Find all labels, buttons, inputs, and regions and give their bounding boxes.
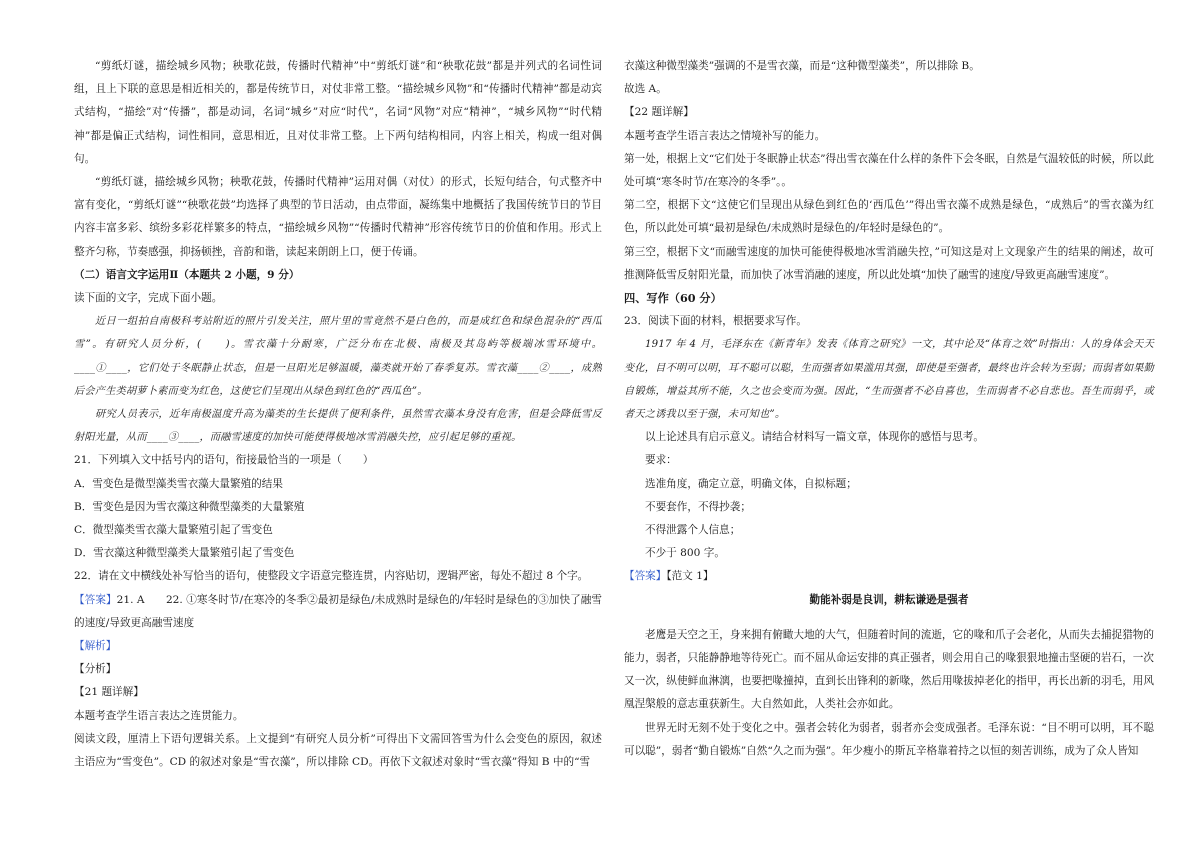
requirement-4: 不少于 800 字。 — [645, 547, 725, 560]
left-column — [74, 55, 602, 774]
question-23: 23．阅读下面的材料，根据要求写作。 — [624, 315, 807, 328]
detail-22-blank-2: 第二空，根据下文“这使它们呈现出从绿色到红色的‘西瓜色’”得出雪衣藻不成熟是绿色，“成熟后”的雪衣藻为红色，所以此处可填“最初是绿色/未成熟时是绿色的/年轻时是绿色的”。 — [624, 199, 1154, 235]
essay-paragraph-1: 老鹰是天空之王，身来拥有俯瞰大地的大气，但随着时间的流逝，它的喙和爪子会老化，从而失去捕捉猎物的能力，弱者，只能静静地等待死亡。而不屈从命运安排的真正强者，则会用自己的喙狠狠地撞击坚硬的岩石，一次又一次，纵使鲜血淋漓，也要把喙撞掉，直到长出锋利的新喙，然后用喙拔掉老化的指甲，再长出新的羽毛，用风凰涅槃般的意志重获新生。大自然如此，人类社会亦如此。 — [624, 628, 1154, 711]
detail-21-line-2: 阅读文段，厘清上下语句逻辑关系。上文提到“有研究人员分析”可得出下文需回答雪为什么会变色的原因，叙述主语应为“雪变色”。CD 的叙述对象是“雪衣藻”，所以排除 CD。再依下文叙述对象时“雪衣藻”得知 B 中的“雪 — [74, 732, 602, 769]
reading-instruction: 读下面的文字，完成下面小题。 — [74, 292, 223, 305]
option-a: A．雪变色是微型藻类雪衣藻大量繁殖的结果 — [74, 477, 283, 490]
requirements-label: 要求： — [645, 454, 677, 467]
option-d: D．雪衣藻这种微型藻类大量繁殖引起了雪变色 — [74, 547, 295, 560]
requirement-1: 选准角度，确定立意，明确文体，自拟标题； — [645, 477, 857, 490]
passage-paragraph-1: 近日一组拍自南极科考站附近的照片引发关注，照片里的雪竟然不是白色的，而是成红色和绿色混杂的“西瓜雪”。有研究人员分析，( )。雪衣藻十分耐寒，广泛分布在北极、南极及其岛屿等极端冰雪环境中。____①____，它们处于冬眠静止状态，但是一旦阳光足够温暖，藻类就开始了春季复苏。雪衣藻____②____，成熟后会产生类胡萝卜素而变为红色，这使它们呈现出从绿色到红色的“西瓜色”。 — [74, 316, 602, 397]
spacer — [624, 612, 1154, 624]
section-heading-2: （二）语言文字运用Ⅱ（本题共 2 小题，9 分） — [74, 268, 300, 281]
passage-paragraph-2: 研究人员表示，近年南极温度升高为藻类的生长提供了便利条件，虽然雪衣藻本身没有危害，但是会降低雪反射阳光量，从而____③____，而融雪速度的加快可能使得极地冰雪消融失控，应引起足够的重视。 — [74, 409, 602, 444]
answer-tag-2: 【答案】 — [624, 570, 667, 583]
requirement-2: 不要套作，不得抄袭； — [645, 500, 751, 513]
section-heading-4: 四、写作（60 分） — [624, 291, 722, 306]
option-b: B．雪变色是因为雪衣藻这种微型藻类的大量繁殖 — [74, 500, 305, 513]
detail-22-blank-3: 第三空，根据下文“而融雪速度的加快可能使得极地冰雪消融失控，”可知这是对上文现象产生的结果的阐述，故可推测降低雪反射阳光量，而加快了冰雪消融的速度，所以此处填“加快了融雪的速度/导致更高融雪速度”。 — [624, 245, 1154, 281]
detail-22-blank-1: 第一处，根据上文“它们处于冬眠静止状态”得出雪衣藻在什么样的条件下会冬眠，自然是气温较低的时候，所以此处可填“寒冬时节/在寒冷的冬季”。。 — [624, 152, 1154, 189]
writing-material: 1917 年 4 月，毛泽东在《新青年》发表《体育之研究》一文，其中论及“体育之效”时指出：人的身体会天天变化，目不明可以明，耳不聪可以聪，生而强者如果滥用其强，即使是至强者，最终也许会转为至弱；而弱者如果勤自锻炼，增益其所不能，久之也会变而为强。因此，“生而强者不必自喜也，生而弱者不必自悲也。吾生而弱乎，或者天之诱我以至于强，未可知也”。 — [624, 339, 1154, 421]
answer-block — [74, 589, 602, 635]
answer-text: 21. A 22. ①寒冬时节/在寒冷的冬季②最初是绿色/未成熟时是绿色的/年轻时是绿色的③加快了融雪的速度/导致更高融雪速度 — [74, 593, 603, 629]
detail-21-line-1: 本题考查学生语言表达之连贯能力。 — [74, 709, 244, 722]
writing-prompt: 以上论述具有启示意义。请结合材料写一篇文章，体现你的感悟与思考。 — [645, 431, 984, 444]
answer-tag: 【答案】 — [74, 593, 117, 606]
analysis-tag: 【分析】 — [74, 663, 117, 676]
answer-choice: 故选 A。 — [624, 83, 667, 96]
question-22: 22．请在文中横线处补写恰当的语句，使整段文字语意完整连贯，内容贴切，逻辑严密，每处不超过 8 个字。 — [74, 570, 589, 583]
requirement-3: 不得泄露个人信息； — [645, 524, 741, 537]
answer-sample-label — [624, 565, 1154, 588]
essay-title: 勤能补弱是良训，耕耘谦逊是强者 — [809, 593, 969, 606]
detail-21-line-3: 衣藻这种微型藻类”强调的不是雪衣藻，而是“这种微型藻类”，所以排除 B。 — [624, 60, 980, 72]
analysis-paragraph-1: “剪纸灯谜，描绘城乡风物；秧歌花鼓，传播时代精神”中“剪纸灯谜”和“秧歌花鼓”都是并列式的名词性词组，且上下联的意思是相近相关的，都是传统节日，对仗非常工整。“描绘城乡风物”和“传播时代精神”都是动宾式结构，“描绘”对“传播”，都是动词，名词“城乡”对应“时代”，名词“风物”对应“精神”，“城乡风物”“时代精神”都是偏正式结构，词性相同，意思相近，且对仗非常工整。上下两句结构相同，内容上相关，构成一组对偶句。 — [74, 60, 602, 165]
detail-21-heading: 【21 题详解】 — [74, 686, 144, 699]
analysis-paragraph-2: “剪纸灯谜，描绘城乡风物；秧歌花鼓，传播时代精神”运用对偶（对仗）的形式，长短句结合，句式整齐中富有变化，“剪纸灯谜”“秧歌花鼓”均选择了典型的节日活动，由点带面，凝练集中地概括了我国传统节日的节目内容丰富多彩、缤纷多彩花样繁多的特点，“描绘城乡风物”“传播时代精神”形容传统节日的价值和作用。形式上整齐匀称，节奏感强，抑扬顿挫，音韵和谐，读起来朗朗上口，便于传诵。 — [74, 176, 602, 258]
essay-paragraph-2: 世界无时无刻不处于变化之中。强者会转化为弱者，弱者亦会变成强者。毛泽东说：“目不明可以明，耳不聪可以聪”，弱者“勤自锻炼”自然“久之而为强”。年少瘦小的斯瓦辛格靠着持之以恒的刻苦训练，成为了众人皆知 — [624, 721, 1154, 757]
option-c: C．微型藻类雪衣藻大量繁殖引起了雪变色 — [74, 524, 273, 537]
question-21: 21．下列填入文中括号内的语句，衔接最恰当的一项是（ ） — [74, 454, 374, 467]
detail-22-line-1: 本题考查学生语言表达之情境补写的能力。 — [624, 129, 826, 142]
sample-label: 【范文 1】 — [666, 570, 714, 583]
explanation-tag: 【解析】 — [74, 640, 117, 653]
detail-22-heading: 【22 题详解】 — [624, 106, 694, 119]
right-column — [624, 55, 1154, 763]
